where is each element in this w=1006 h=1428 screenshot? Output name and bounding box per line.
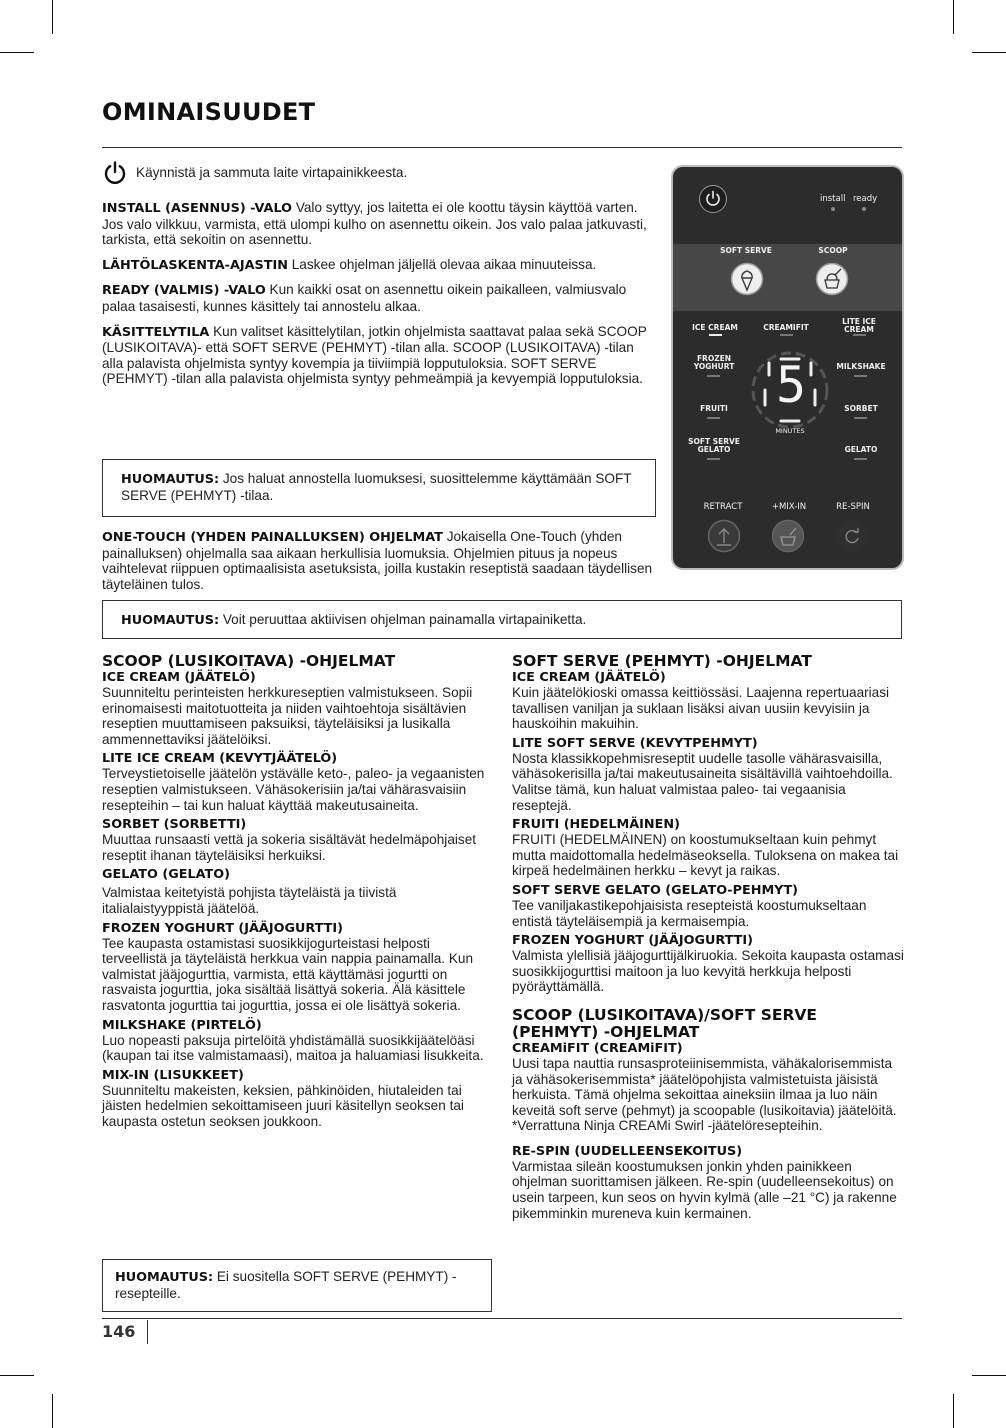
ready-label: ready [853, 194, 878, 204]
section-heading: SCOOP (LUSIKOITAVA) -OHJELMAT [102, 652, 396, 670]
re-spin-label: RE-SPIN [836, 502, 870, 512]
timer-term: LÄHTÖLASKENTA-AJASTIN [102, 257, 288, 273]
item-text: Kuin jäätelökioski omassa keittiössäsi. Laajenna repertuaariasi tavallisen vaniljan ja suklaan lisäksi aivan uusiin kevyisiin ja hauskoihin makuihin. [512, 685, 890, 732]
crop-mark [0, 1375, 34, 1376]
note-label: HUOMAUTUS: [121, 472, 220, 487]
item-heading: FROZEN YOGHURT (JÄÄJOGURTTI) [512, 933, 754, 949]
mix-in-label: +MIX-IN [771, 502, 807, 512]
gelato-indicator [854, 458, 867, 460]
mode-text: Kun valitset käsittelytilan, jotkin ohjelmista saattavat palaa sekä SCOOP (LUSIKOITAVA)- että SOFT SERVE (PEHMYT) -tilan alla. SCOOP (LUSIKOITAVA) -tilan alla palavista ohjelmista syntyy kovempia ja tiiviimpiä lopputuloksia. SOFT SERVE (PEHMYT) -tilan alla palavista ohjelmista syntyy pehmeämpiä ja kevyempiä lopputuloksia. [102, 323, 647, 387]
frozen-yoghurt-label[interactable]: FROZEN YOGHURT [693, 354, 735, 371]
countdown-display: 5 [775, 356, 807, 414]
power-icon [102, 160, 128, 186]
section-heading: SCOOP (LUSIKOITAVA)/SOFT SERVE (PEHMYT) -OHJELMAT [512, 1005, 817, 1041]
timer-para [102, 257, 658, 274]
item-text: Luo nopeasti paksuja pirtelöitä yhdistämällä suosikkijäätelöäsi (kaupan tai itse valmistamaasi), maitoa ja haluamiasi lisukkeita. [102, 1032, 484, 1064]
item-heading: LITE SOFT SERVE (KEVYTPEHMYT) [512, 735, 758, 751]
note-label: HUOMAUTUS: [121, 613, 220, 628]
crop-mark [0, 52, 34, 53]
gelato-label[interactable]: GELATO [844, 445, 878, 454]
fruiti-label[interactable]: FRUITI [700, 404, 728, 413]
frozen-yoghurt-indicator [707, 375, 720, 377]
item-text: Muuttaa runsaasti vettä ja sokeria sisältävät hedelmäpohjaiset reseptit ihanan täyteläisiksi herkuiksi. [102, 832, 477, 863]
item-text: Valmista ylellisiä jääjogurttijälkiruokia. Sekoita kaupasta ostamasi suosikkijogurttisi maitoon ja luo kevyitä herkkuja helposti pyöräyttämällä. [512, 948, 904, 995]
left-column [102, 653, 494, 1129]
item-footnote: *Verrattuna Ninja CREAMi Swirl -jäätelöresepteihin. [512, 1118, 823, 1134]
item-text: Suunniteltu perinteisten herkkureseptien valmistukseen. Sopii erinomaisesti maitotuotteita ja niiden vaihtoehtoja sisältävien reseptien muuttamiseen paksuiksi, täyteläisiksi ja lusikalla ammennettaviksi jäätelöiksi. [102, 685, 473, 747]
ready-text: Kun kaikki osat on asennettu oikein paikalleen, valmiusvalo palaa tasaisesti, kunnes käsittely tai annostelu alkaa. [102, 282, 627, 314]
item-heading: ICE CREAM (JÄÄTELÖ) [102, 670, 256, 685]
scoop-label: SCOOP [818, 246, 848, 255]
lite-ice-cream-label[interactable]: LITE ICE CREAM [842, 317, 876, 334]
item-heading: MILKSHAKE (PIRTELÖ) [102, 1017, 262, 1033]
scoop-button-icon[interactable] [815, 262, 849, 296]
milkshake-indicator [854, 375, 867, 377]
item-text: FRUITI (HEDELMÄINEN) on koostumukseltaan kuin pehmyt mutta maidottomalla hedelmäseoksella. Tuloksena on makea tai kirpeä hedelmäinen herkku – kevyt ja raikas. [512, 832, 899, 879]
item-text: Tee vaniljakastikepohjaisista resepteistä koostumukseltaan entistä täyteläisempiä ja kermaisempia. [512, 897, 867, 929]
item-text: Valmistaa keitetyistä pohjista täyteläistä ja tiivistä italialaistyyppistä jäätelöä. [102, 885, 397, 916]
ice-cream-label[interactable]: ICE CREAM [692, 323, 738, 332]
minutes-label: MINUTES [775, 427, 805, 435]
soft-serve-label: SOFT SERVE [720, 246, 772, 255]
item-text: Suunniteltu makeisten, keksien, pähkinöiden, hiutaleiden tai jäisten hedelmien sekoittamiseen juuri käsitellyn seoksen tai kaupasta ostetun seoksen joukkoon. [102, 1082, 464, 1129]
lite-ice-cream-indicator [853, 334, 866, 336]
note-text: Ei suositella SOFT SERVE (PEHMYT) -resepteille. [115, 1269, 457, 1301]
item-heading: CREAMiFIT (CREAMiFIT) [512, 1040, 683, 1056]
crop-mark [953, 0, 954, 34]
footer-divider [147, 1320, 148, 1344]
onetouch-term: ONE-TOUCH (YHDEN PAINALLUKSEN) OHJELMAT [102, 530, 443, 545]
creamifit-indicator [780, 334, 793, 336]
note-text: Voit peruuttaa aktiivisen ohjelman painamalla virtapainiketta. [222, 612, 587, 627]
install-term: INSTALL (ASENNUS) -VALO [102, 201, 293, 216]
install-label: install [820, 194, 846, 204]
item-heading: ICE CREAM (JÄÄTELÖ) [512, 670, 666, 685]
onetouch-section [102, 529, 658, 601]
ready-indicator [862, 207, 866, 211]
re-spin-icon[interactable] [835, 519, 869, 553]
crop-mark [52, 1394, 53, 1428]
soft-serve-gelato-label[interactable]: SOFT SERVE GELATO [688, 437, 740, 454]
creamifit-label[interactable]: CREAMIFIT [763, 323, 809, 332]
power-line [102, 160, 658, 186]
mix-in-button-icon[interactable] [771, 519, 805, 553]
item-heading: FROZEN YOGHURT (JÄÄJOGURTTI) [102, 920, 344, 936]
crop-mark [972, 1375, 1006, 1376]
retract-button-icon[interactable] [707, 519, 741, 553]
item-text: Varmistaa sileän koostumuksen jonkin yhden painikkeen ohjelman suorittamisen jälkeen. Re-spin (uudelleensekoitus) on usein tarpeen, kun seos on hyvin kylmä (alle –21 °C) ja rakenne pikemminkin mureneva kuin kermainen. [512, 1158, 897, 1221]
note-box [102, 1259, 492, 1312]
item-heading: SORBET (SORBETTI) [102, 817, 247, 833]
item-heading: MIX-IN (LISUKKEET) [102, 1067, 244, 1083]
ready-term: READY (VALMIS) -VALO [102, 283, 266, 299]
note-text: Jos haluat annostella luomuksesi, suosittelemme käyttämään SOFT SERVE (PEHMYT) -tilaa. [121, 471, 632, 503]
soft-serve-gelato-indicator [707, 458, 720, 460]
install-para [102, 200, 658, 248]
ready-para [102, 282, 658, 314]
control-panel [671, 165, 904, 570]
item-heading: SOFT SERVE GELATO (GELATO-PEHMYT) [512, 882, 799, 898]
mode-term: KÄSITTELYTILA [102, 324, 210, 340]
right-column [512, 653, 904, 1221]
power-text: Käynnistä ja sammuta laite virtapainikkeesta. [136, 165, 408, 181]
page-title: OMINAISUUDET [102, 98, 316, 126]
retract-label: RETRACT [703, 502, 743, 512]
milkshake-label[interactable]: MILKSHAKE [836, 362, 886, 371]
item-text: Terveystietoiselle jäätelön ystävälle keto-, paleo- ja vegaanisten reseptien valmistukseen. Vähäsokerisiin ja/tai vähärasvaisiin resepteihin – tai kun haluat käyttää makeutusaineita. [102, 766, 485, 813]
sorbet-indicator [854, 417, 867, 419]
crop-mark [972, 52, 1006, 53]
title-rule [102, 147, 902, 148]
footer-rule [102, 1318, 902, 1319]
section-heading: SOFT SERVE (PEHMYT) -OHJELMAT [512, 652, 812, 670]
intro-section [102, 160, 658, 396]
note-box [102, 600, 902, 639]
crop-mark [52, 0, 53, 34]
ice-cream-indicator [709, 334, 722, 336]
item-text: Nosta klassikkopehmisreseptit uudelle tasolle vähärasvaisilla, vähäsokerisilla ja/tai makeutusaineita sisältävillä vaihtoehdoilla. Valitse tämä, kun haluat valmistaa paleo- tai vegaanisia reseptejä. [512, 750, 893, 813]
onetouch-para [102, 529, 658, 592]
note-box [102, 459, 656, 517]
note-label: HUOMAUTUS: [115, 1270, 214, 1285]
item-heading: LITE ICE CREAM (KEVYTJÄÄTELÖ) [102, 751, 338, 767]
install-indicator [831, 207, 835, 211]
crop-mark [953, 1394, 954, 1428]
item-text: Uusi tapa nauttia runsasproteiinisemmista, vähäkalorisemmista ja vähäsokerisemmista* jäätelöpohjista valmistetuista jäisistä herkuista. Tämä ohjelma sekoittaa aineksiin ilmaa ja luo näin keveitä soft serve (pehmyt) ja scoopable (lusikoitavia) jäätelöitä. [512, 1055, 897, 1118]
fruiti-indicator [707, 417, 720, 419]
item-heading: GELATO (GELATO) [102, 867, 230, 883]
mode-band [673, 244, 902, 311]
soft-serve-button-icon[interactable] [730, 262, 764, 296]
item-text: Tee kaupasta ostamistasi suosikkijogurteistasi helposti terveellistä ja täyteläistä herkkua vain nappia painamalla. Kun valmistat jääjogurttia, varmista, että käyttämäsi jogurtti on rasvaista jogurttia, joka sisältää lisättyä sokeria. Älä käsittele rasvatonta jogurttia tai jogurttia, jossa ei ole lisättyä sokeria. [102, 935, 474, 1013]
timer-text: Laskee ohjelman jäljellä olevaa aikaa minuuteissa. [291, 256, 597, 272]
onetouch-text: Jokaisella One-Touch (yhden painalluksen) ohjelmalla saa aikaan herkullisia luomuksia. Ohjelmien pituus ja nopeus vaihtelevat riippuen optimaalisista asetuksista, joilla kustakin reseptistä saadaan täydellisen täyteläinen tulos. [102, 529, 653, 592]
power-button-icon [698, 184, 728, 214]
page-number: 146 [102, 1322, 136, 1341]
install-text: Valo syttyy, jos laitetta ei ole koottu täysin käyttöä varten. Jos valo vilkkuu, varmista, että ulompi kulho on asennettu oikein. Jos valo palaa jatkuvasti, tarkista, että sekoitin on asennettu. [102, 200, 647, 248]
sorbet-label[interactable]: SORBET [844, 404, 878, 413]
item-heading: FRUITI (HEDELMÄINEN) [512, 817, 680, 833]
item-heading: RE-SPIN (UUDELLEENSEKOITUS) [512, 1143, 743, 1159]
mode-para [102, 324, 658, 387]
